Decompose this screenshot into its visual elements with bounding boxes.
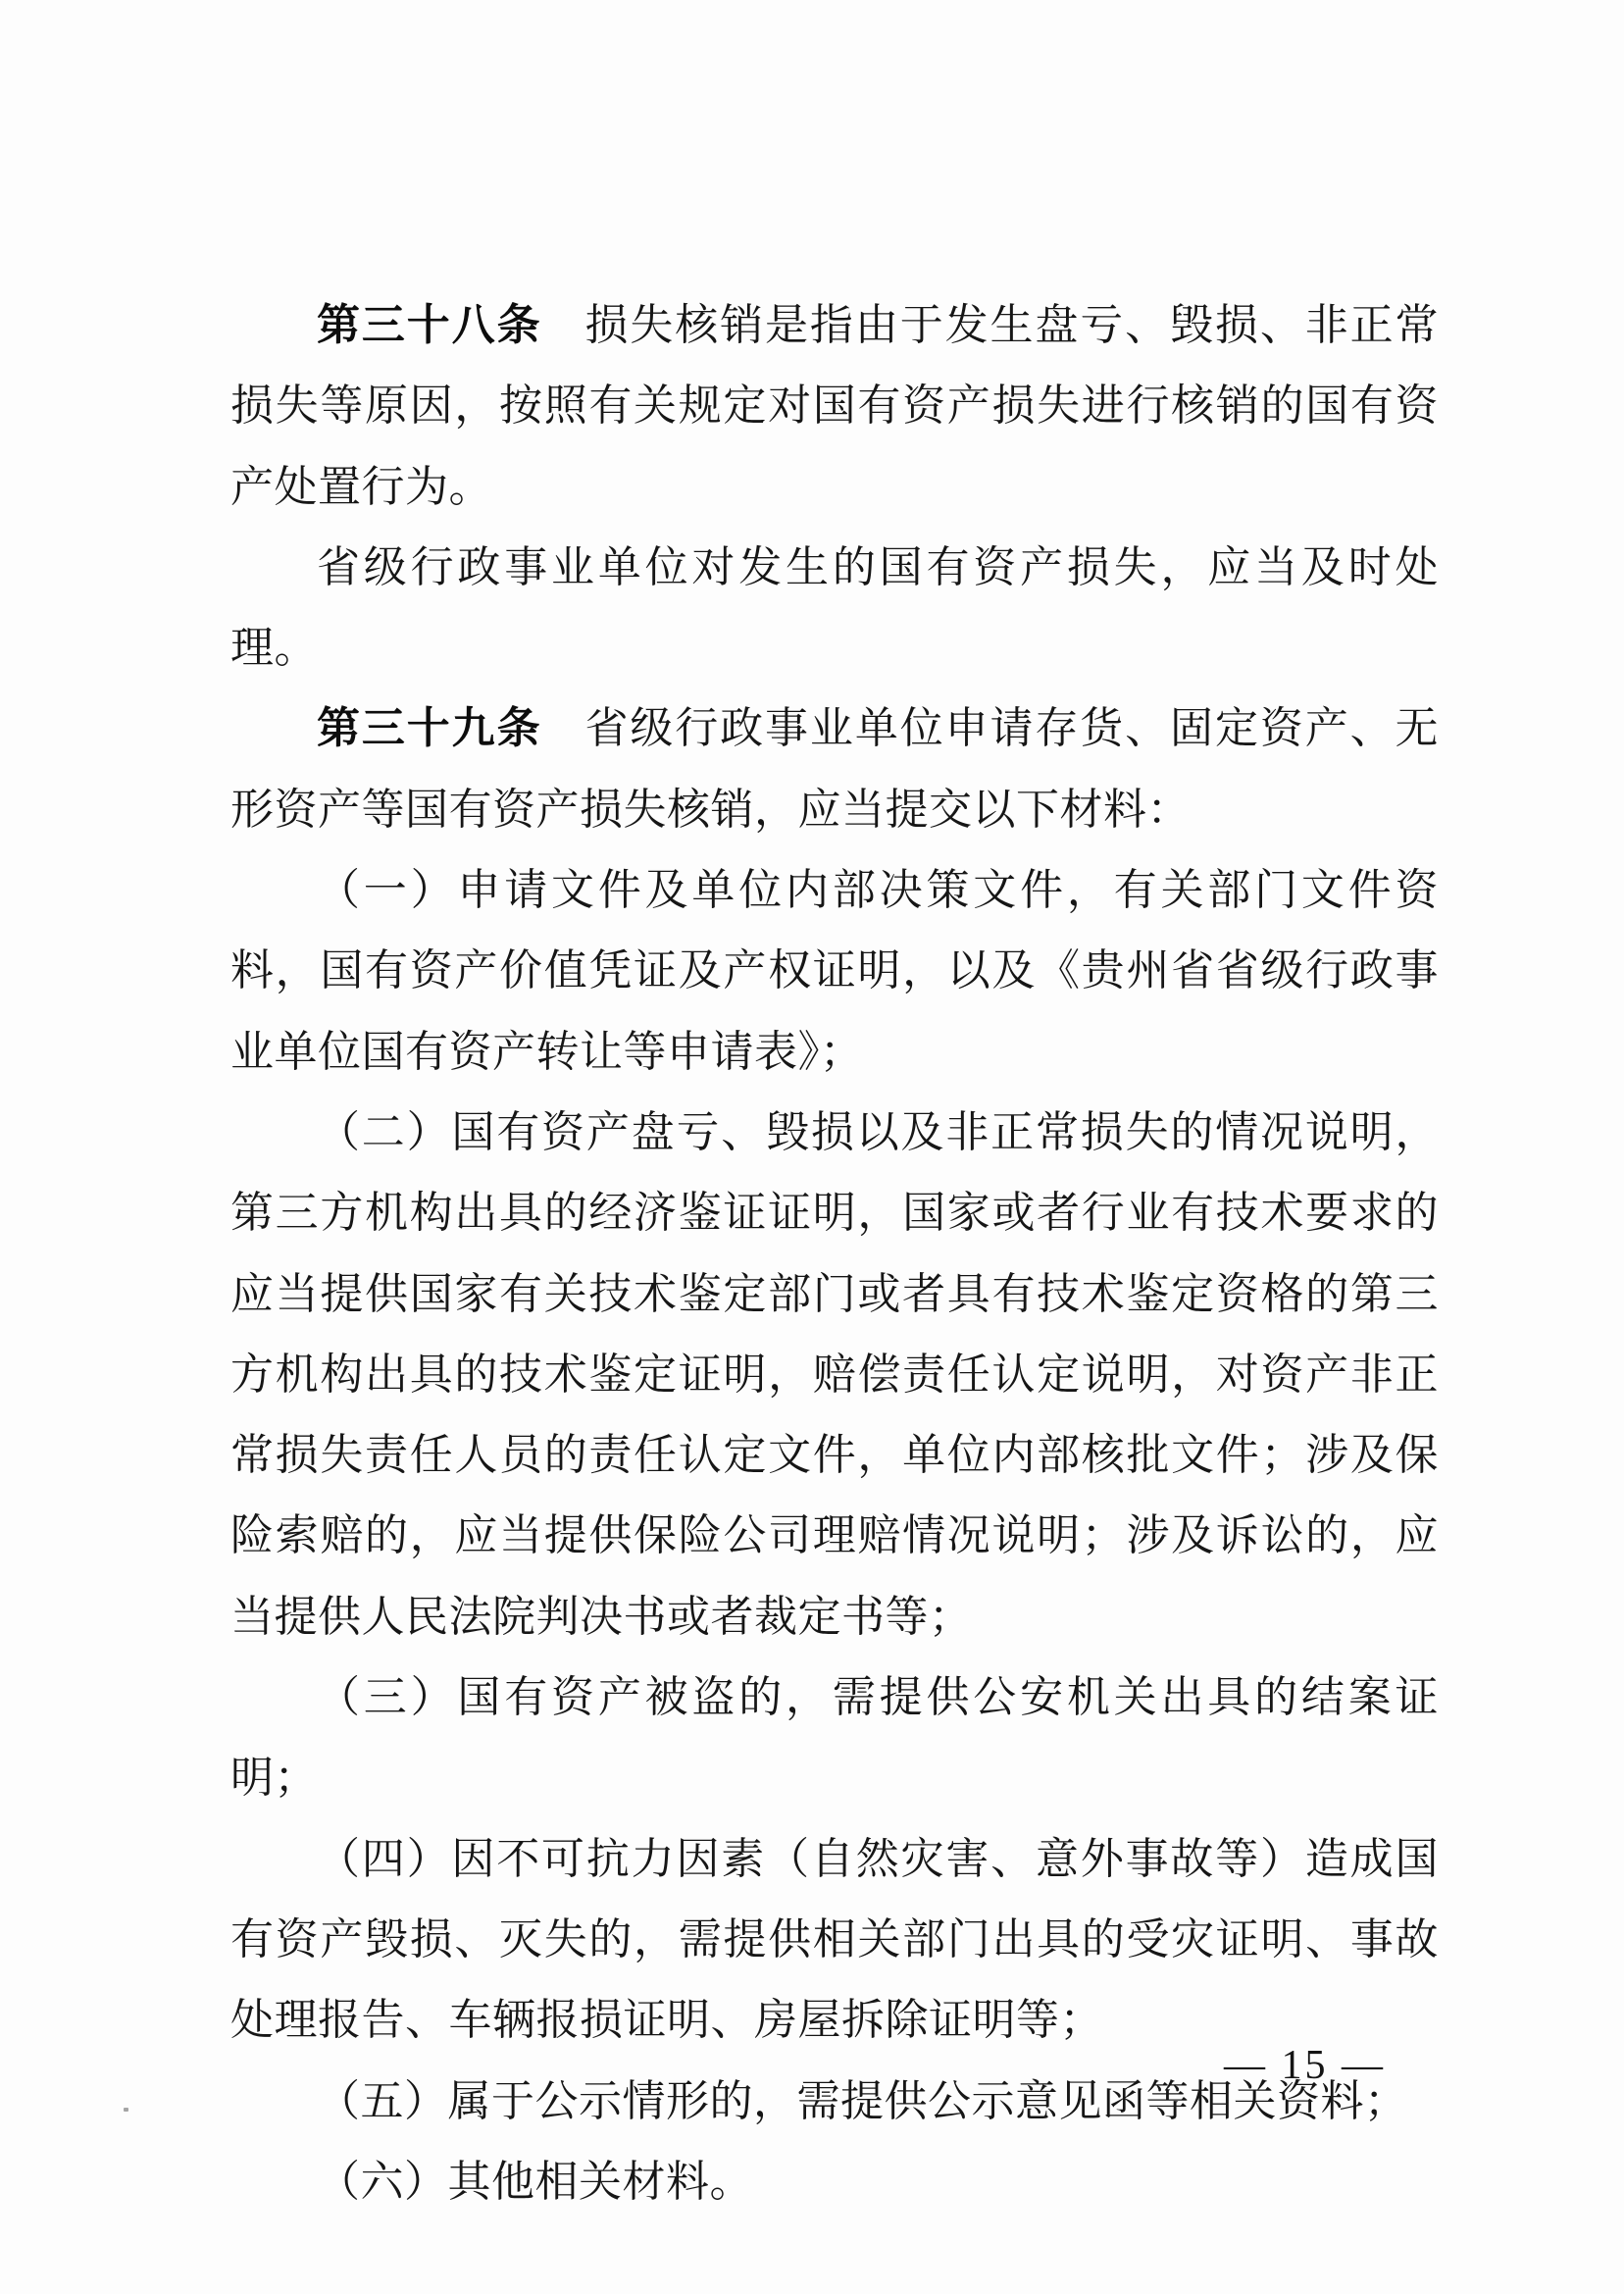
paragraph-text: 损失核销是指由于发生盘亏、毁损、非正常损失等原因，按照有关规定对国有资产损失进行核销的国有资产处置行为。 [230,301,1440,511]
paragraph-text: （六）其他相关材料。 [317,2157,753,2206]
document-body [230,285,1439,2222]
page-number: — 15 — [1224,2043,1386,2088]
article-38-paragraph [230,285,1439,528]
item-4-paragraph [230,1819,1439,2062]
article-39-paragraph [230,688,1439,850]
article-38-followup-paragraph [230,528,1439,689]
paragraph-text: （二）国有资产盘亏、毁损以及非正常损失的情况说明，第三方机构出具的经济鉴证证明，国家或者行业有技术要求的应当提供国家有关技术鉴定部门或者具有技术鉴定资格的第三方机构出具的技术鉴定证明，赔偿责任认定说明，对资产非正常损失责任人员的责任认定文件，单位内部核批文件；涉及保险索赔的，应当提供保险公司理赔情况说明；涉及诉讼的，应当提供人民法院判决书或者裁定书等； [230,1107,1439,1641]
article-38-heading: 第三十八条 [317,301,542,349]
paragraph-text: （四）因不可抗力因素（自然灾害、意外事故等）造成国有资产毁损、灭失的，需提供相关部门出具的受灾证明、事故处理报告、车辆报损证明、房屋拆除证明等； [230,1834,1439,2045]
article-39-heading: 第三十九条 [317,704,542,753]
paragraph-text: 省级行政事业单位申请存货、固定资产、无形资产等国有资产损失核销，应当提交以下材料： [230,704,1440,834]
paragraph-text: 省级行政事业单位对发生的国有资产损失，应当及时处理。 [230,542,1439,673]
item-3-paragraph [230,1657,1439,1819]
paragraph-text: （五）属于公示情形的，需提供公示意见函等相关资料； [317,2076,1408,2125]
item-2-paragraph [230,1093,1439,1657]
item-1-paragraph [230,850,1439,1093]
item-6-paragraph [230,2142,1439,2222]
paragraph-text: （一）申请文件及单位内部决策文件，有关部门文件资料，国有资产价值凭证及产权证明，以及《贵州省省级行政事业单位国有资产转让等申请表》； [230,866,1439,1076]
scan-artifact-dot [124,2108,128,2112]
paragraph-text: （三）国有资产被盗的，需提供公安机关出具的结案证明； [230,1673,1439,1803]
